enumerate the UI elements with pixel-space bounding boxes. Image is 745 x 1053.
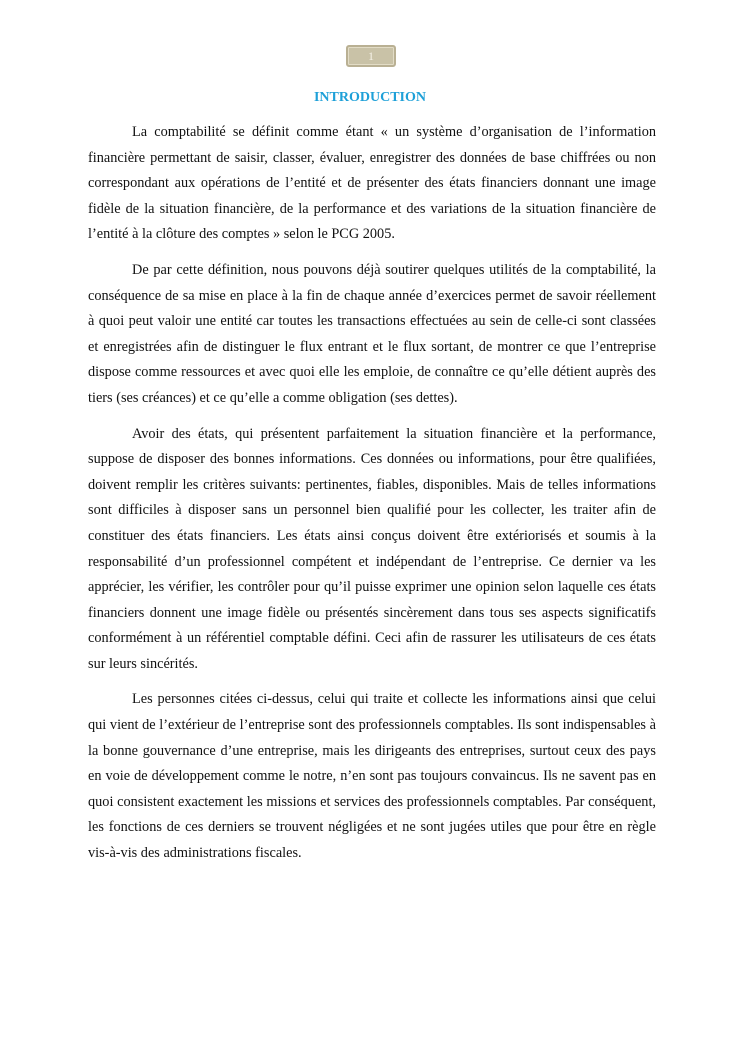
- section-title: INTRODUCTION: [313, 90, 426, 105]
- document-body: [88, 120, 656, 877]
- paragraph-1: La comptabilité se définit comme étant « un système d’organisation de l’information financière permettant de saisir, classer, évaluer, enregistrer des données de base chiffrées ou non correspondant aux opérations de l’entité et de présenter des états financiers donnant une image fidèle de la situation financière, de la performance et des variations de la situation financière de l’entité à la clôture des comptes » selon le PCG 2005.: [88, 124, 656, 243]
- paragraph-3: Avoir des états, qui présentent parfaitement la situation financière et la performance, suppose de disposer des bonnes informations. Ces données ou informations, pour être qualifiées, doivent remplir les critères suivants: pertinentes, fiables, disponibles. Mais de telles informations sont difficiles à disposer sans un personnel bien qualifié pour les collecter, les traiter afin de constituer des états financiers. Les états ainsi conçus doivent être extériorisés et soumis à la responsabilité d’un professionnel compétent et indépendant de l’entreprise. Ce dernier va les apprécier, les vérifier, les contrôler pour qu’il puisse exprimer une opinion selon laquelle ces états financiers donnent une image fidèle ou présentés sincèrement dans tous ses aspects significatifs conformément à un référentiel comptable défini. Ceci afin de rassurer les utilisateurs de ces états sur leurs sincérités.: [88, 425, 656, 672]
- paragraph-2: De par cette définition, nous pouvons déjà soutirer quelques utilités de la comptabilité, la conséquence de sa mise en place à la fin de chaque année d’exercices permet de savoir réellement à quoi peut valoir une entité car toutes les transactions effectuées au sein de celle-ci sont classées et enregistrées afin de distinguer le flux entrant et le flux sortant, de montrer ce que l’entreprise dispose comme ressources et avec quoi elle les emploie, de connaître ce qu’elle détient auprès des tiers (ses créances) et ce qu’elle a comme obligation (ses dettes).: [88, 261, 656, 406]
- paragraph-4: Les personnes citées ci-dessus, celui qui traite et collecte les informations ainsi que celui qui vient de l’extérieur de l’entreprise sont des professionnels comptables. Ils sont indispensables à la bonne gouvernance d’une entreprise, mais les dirigeants des entreprises, surtout ceux des pays en voie de développement comme le notre, n’en sont pas toujours convaincus. Ils ne savent pas en quoi consistent exactement les missions et services des professionnels comptables. Par conséquent, les fonctions de ces derniers se trouvent négligées et ne sont jugées utiles que pour être en règle vis-à-vis des administrations fiscales.: [88, 691, 656, 862]
- page-number-badge: 1: [346, 45, 396, 67]
